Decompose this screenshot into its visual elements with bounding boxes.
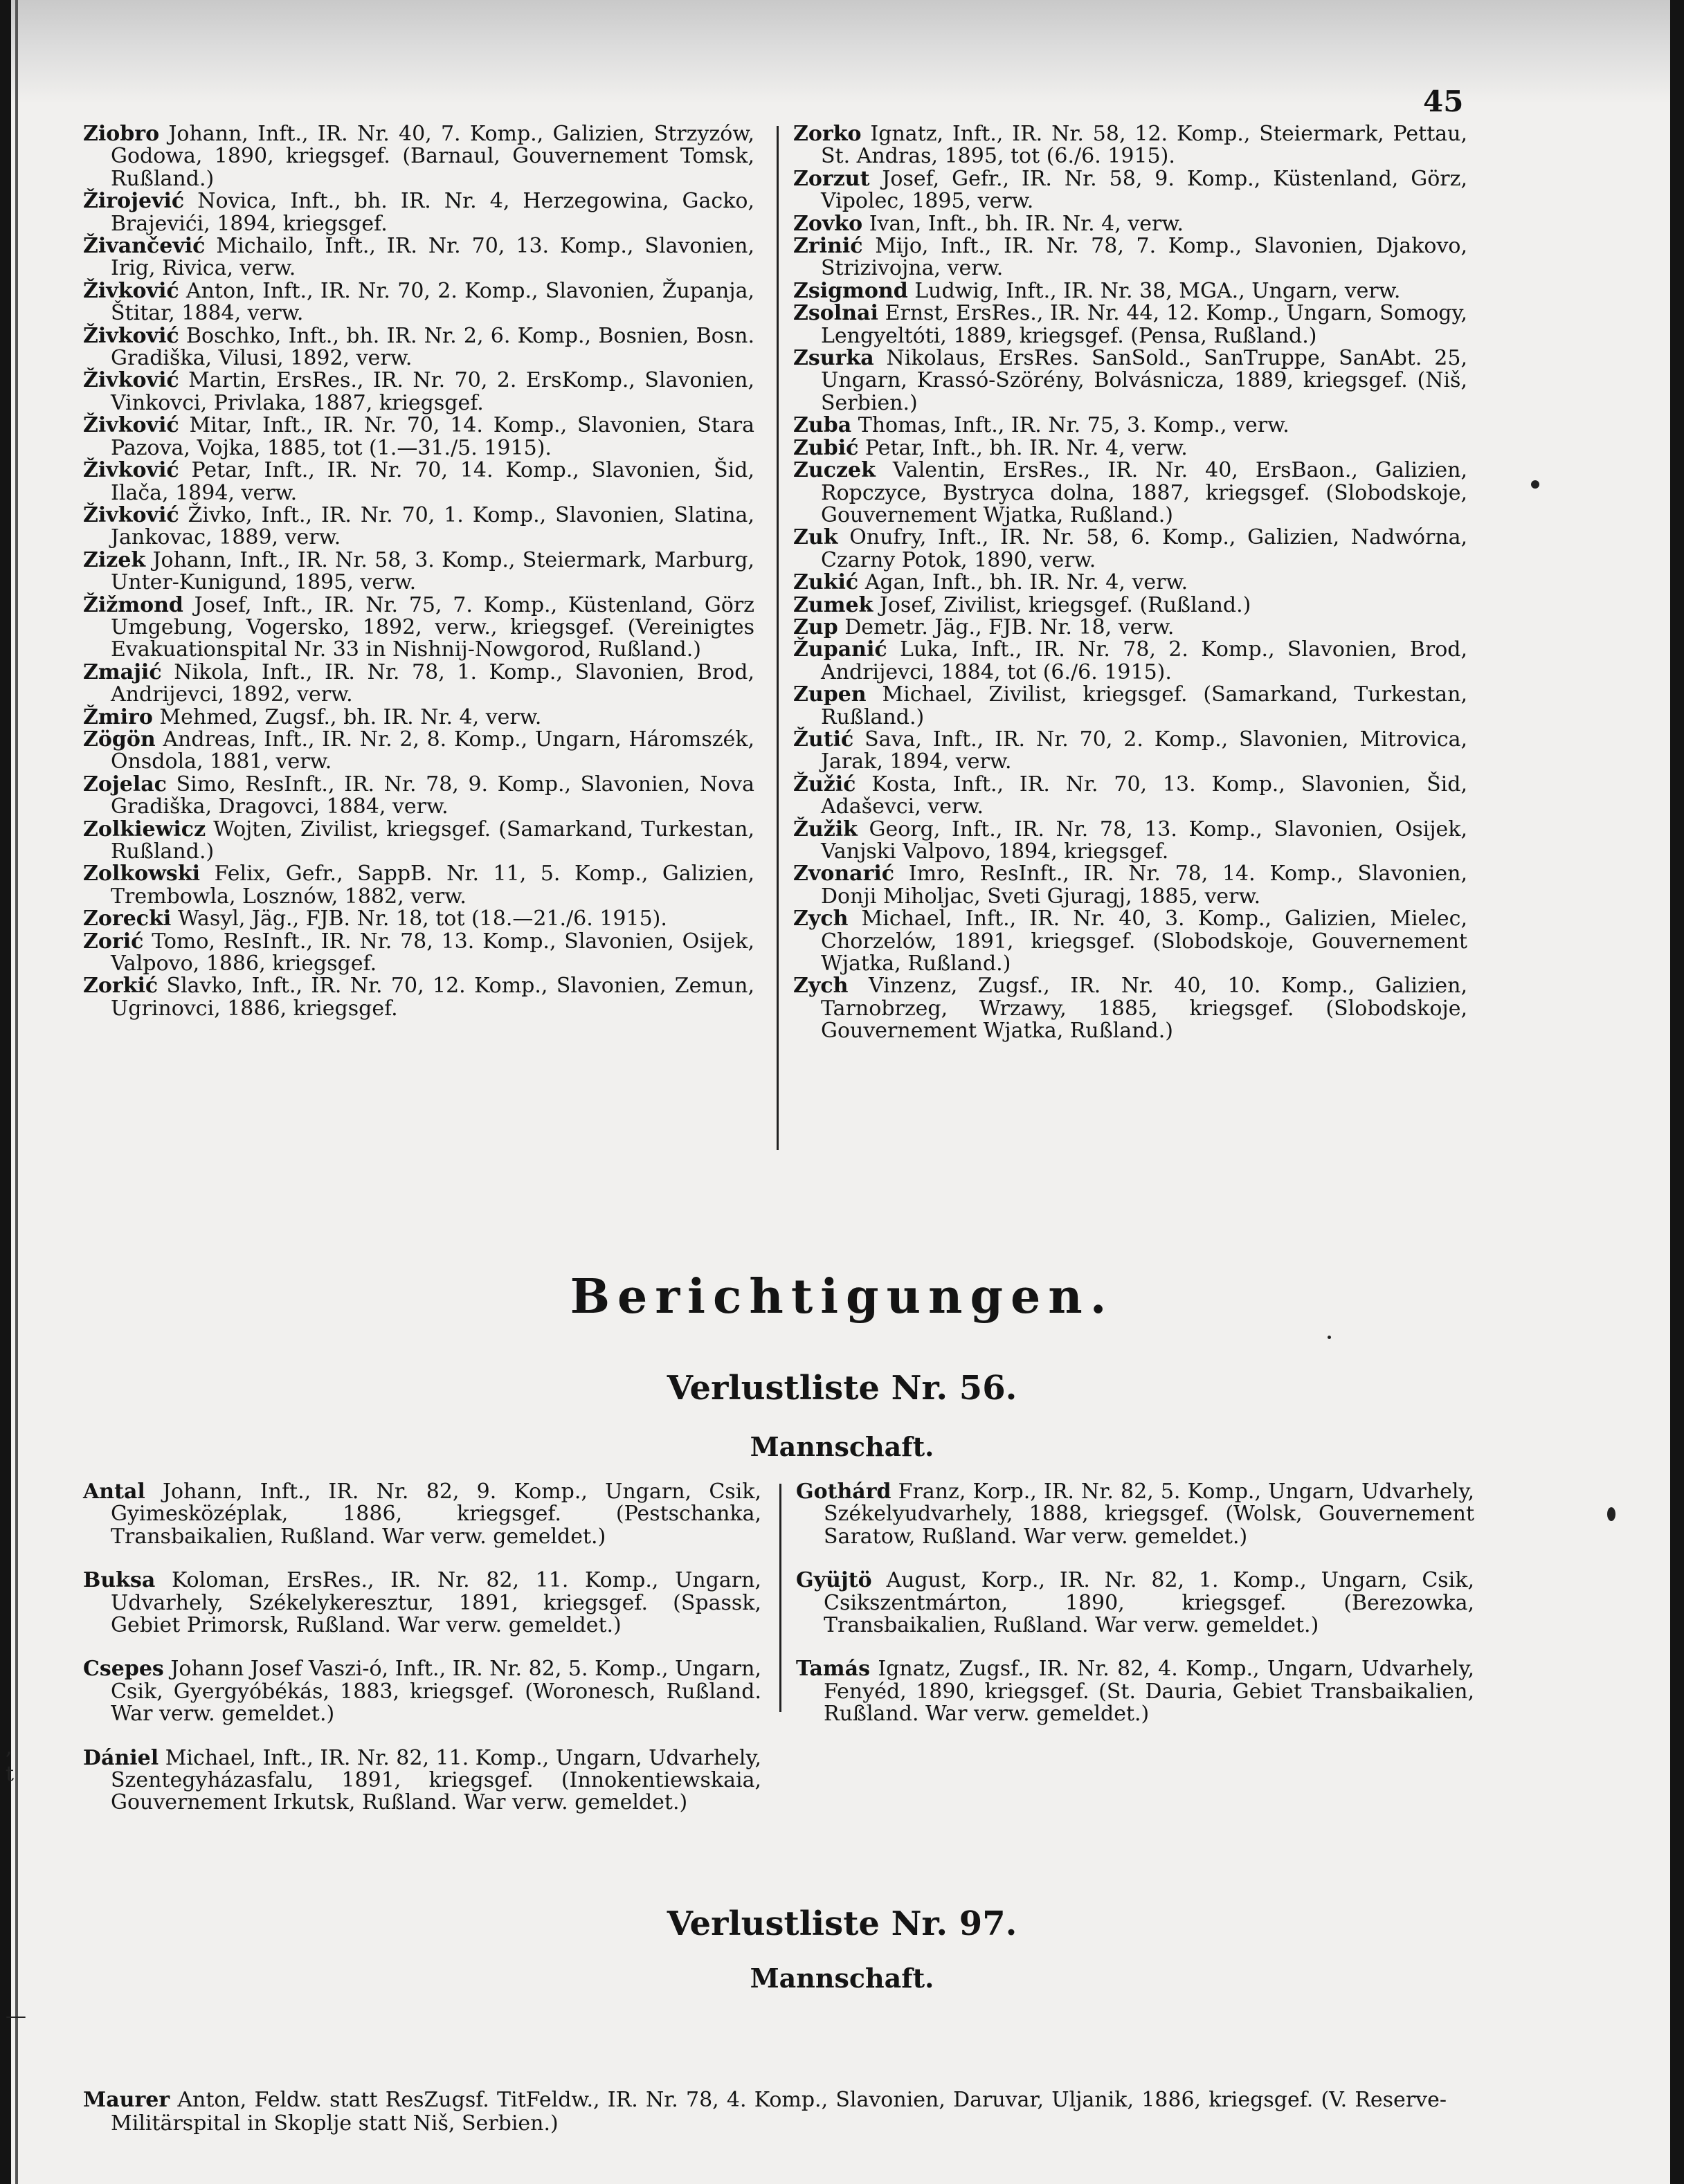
casualty-entry bbox=[83, 235, 754, 280]
entry-name: Živković bbox=[83, 323, 179, 348]
casualty-entry bbox=[793, 437, 1467, 459]
casualty-entry bbox=[793, 684, 1467, 729]
edge-glyph: , bbox=[6, 1736, 12, 1760]
entry-details: Demetr. Jäg., FJB. Nr. 18, verw. bbox=[844, 615, 1175, 639]
list-56-title: Verlustliste Nr. 56. bbox=[667, 1369, 1017, 1408]
entry-name: Zorkić bbox=[83, 974, 159, 999]
casualty-entry bbox=[83, 504, 754, 549]
entry-details: Thomas, Inft., IR. Nr. 75, 3. Komp., verw. bbox=[858, 413, 1289, 438]
entry-name: Zorić bbox=[83, 929, 144, 954]
entry-details: Johann, Inft., IR. Nr. 40, 7. Komp., Galizien, Strzyzów, Godowa, 1890, kriegsgef. (Barnaul, Gouvernement Tomsk, Rußland.) bbox=[111, 122, 754, 191]
entry-name: Županić bbox=[793, 637, 887, 662]
entry-name: Žutić bbox=[793, 727, 854, 752]
entry-details: Mehmed, Zugsf., bh. IR. Nr. 4, verw. bbox=[159, 704, 542, 729]
casualty-entry bbox=[793, 235, 1467, 280]
casualty-entry bbox=[793, 639, 1467, 684]
casualty-entry bbox=[793, 819, 1467, 864]
entry-details: Agan, Inft., bh. IR. Nr. 4, verw. bbox=[864, 570, 1188, 595]
entry-details: Anton, Feldw. statt ResZugsf. TitFeldw., IR. Nr. 78, 4. Komp., Slavonien, Daruvar, Uljanik, 1886, kriegsgef. (V. Reserve-Militärspital in Skoplje statt Niš, Serbien.) bbox=[111, 2088, 1447, 2136]
entry-details: Michael, Zivilist, kriegsgef. (Samarkand, Turkestan, Rußland.) bbox=[821, 682, 1467, 729]
casualty-entry bbox=[83, 370, 754, 415]
casualty-list-left-column bbox=[83, 123, 754, 1020]
entry-name: Živković bbox=[83, 413, 179, 438]
entry-name: Žmiro bbox=[83, 704, 153, 729]
casualty-list-right-column bbox=[793, 123, 1467, 1043]
casualty-entry bbox=[796, 1481, 1474, 1548]
entry-details: Josef, Zivilist, kriegsgef. (Rußland.) bbox=[879, 592, 1251, 617]
entry-name: Zojelac bbox=[83, 772, 167, 797]
entry-name: Zögön bbox=[83, 727, 156, 752]
casualty-entry bbox=[83, 819, 754, 864]
entry-details: Andreas, Inft., IR. Nr. 2, 8. Komp., Ungarn, Háromszék, Onsdola, 1881, verw. bbox=[111, 727, 754, 774]
list-56-section: Mannschaft. bbox=[750, 1431, 934, 1462]
entry-name: Zorecki bbox=[83, 907, 172, 931]
edge-glyph: — bbox=[6, 2004, 26, 2028]
entry-details: Ignatz, Zugsf., IR. Nr. 82, 4. Komp., Ungarn, Udvarhely, Fenyéd, 1890, kriegsgef. (St. Dauria, Gebiet Transbaikalien, Rußland. War verw. gemeldet.) bbox=[824, 1657, 1474, 1727]
entry-details: Franz, Korp., IR. Nr. 82, 5. Komp., Ungarn, Udvarhely, Székelyudvarhely, 1888, kriegsgef. (Wolsk, Gouvernement Saratow, Rußland. War verw. gemeldet.) bbox=[824, 1480, 1474, 1549]
entry-details: Georg, Inft., IR. Nr. 78, 13. Komp., Slavonien, Osijek, Vanjski Valpovo, 1894, kriegsgef. bbox=[821, 817, 1467, 864]
entry-details: Novica, Inft., bh. IR. Nr. 4, Herzegowina, Gacko, Brajevići, 1894, kriegsgef. bbox=[111, 189, 754, 236]
entry-name: Csepes bbox=[83, 1657, 164, 1682]
entry-name: Zsurka bbox=[793, 346, 874, 371]
scan-right-edge bbox=[1670, 0, 1684, 2184]
entry-name: Zych bbox=[793, 907, 849, 931]
entry-details: Ludwig, Inft., IR. Nr. 38, MGA., Ungarn, verw. bbox=[914, 278, 1401, 303]
entry-name: Buksa bbox=[83, 1568, 156, 1593]
casualty-entry bbox=[796, 1658, 1474, 1725]
casualty-entry bbox=[793, 594, 1467, 617]
edge-glyph: t bbox=[6, 1762, 15, 1786]
casualty-entry bbox=[793, 774, 1467, 819]
casualty-entry bbox=[83, 729, 754, 774]
entry-details: Boschko, Inft., bh. IR. Nr. 2, 6. Komp., Bosnien, Bosn. Gradiška, Vilusi, 1892, verw. bbox=[111, 323, 754, 371]
entry-name: Živković bbox=[83, 502, 179, 527]
entry-name: Živančević bbox=[83, 234, 206, 259]
entry-name: Žižmond bbox=[83, 592, 183, 617]
entry-name: Zubić bbox=[793, 435, 859, 460]
entry-details: Mijo, Inft., IR. Nr. 78, 7. Komp., Slavonien, Djakovo, Strizivojna, verw. bbox=[821, 234, 1467, 281]
entry-details: Michailo, Inft., IR. Nr. 70, 13. Komp., Slavonien, Irig, Rivica, verw. bbox=[111, 234, 754, 281]
casualty-entry bbox=[83, 594, 754, 662]
entry-details: August, Korp., IR. Nr. 82, 1. Komp., Ungarn, Csik, Csikszentmárton, 1890, kriegsgef. (Berezowka, Transbaikalien, Rußland. War verw. gemeldet.) bbox=[824, 1568, 1474, 1638]
casualty-entry bbox=[796, 1569, 1474, 1637]
list-97-title: Verlustliste Nr. 97. bbox=[667, 1904, 1017, 1943]
entry-name: Zolkiewicz bbox=[83, 817, 206, 841]
entry-name: Tamás bbox=[796, 1657, 870, 1682]
entry-details: Michael, Inft., IR. Nr. 82, 11. Komp., Ungarn, Udvarhely, Szentegyházasfalu, 1891, kriegsgef. (Innokentiewskaia, Gouvernement Irkutsk, Rußland. War verw. gemeldet.) bbox=[111, 1745, 761, 1815]
casualty-entry bbox=[83, 190, 754, 235]
entry-name: Zuczek bbox=[793, 458, 876, 483]
speck bbox=[1531, 480, 1539, 489]
entry-details: Koloman, ErsRes., IR. Nr. 82, 11. Komp., Ungarn, Udvarhely, Székelykeresztur, 1891, kriegsgef. (Spassk, Gebiet Primorsk, Rußland. War verw. gemeldet.) bbox=[111, 1568, 761, 1638]
entry-details: Imro, ResInft., IR. Nr. 78, 14. Komp., Slavonien, Donji Miholjac, Sveti Gjuragj, 1885, verw. bbox=[821, 862, 1467, 909]
entry-details: Živko, Inft., IR. Nr. 70, 1. Komp., Slavonien, Slatina, Jankovac, 1889, verw. bbox=[111, 502, 754, 550]
casualty-entry bbox=[83, 280, 754, 325]
entry-name: Zup bbox=[793, 615, 838, 639]
entry-name: Zupen bbox=[793, 682, 867, 707]
entry-details: Johann, Inft., IR. Nr. 82, 9. Komp., Ungarn, Csik, Gyimesközéplak, 1886, kriegsgef. (Pestschanka, Transbaikalien, Rußland. War verw. gemeldet.) bbox=[111, 1480, 761, 1549]
casualty-entry bbox=[793, 123, 1467, 168]
entry-name: Maurer bbox=[83, 2088, 170, 2112]
entry-details: Johann, Inft., IR. Nr. 58, 3. Komp., Steiermark, Marburg, Unter-Kunigund, 1895, verw. bbox=[111, 547, 754, 595]
entry-details: Slavko, Inft., IR. Nr. 70, 12. Komp., Slavonien, Zemun, Ugrinovci, 1886, kriegsgef. bbox=[111, 974, 754, 1021]
entry-name: Zukić bbox=[793, 570, 859, 595]
casualty-entry bbox=[83, 863, 754, 908]
entry-name: Antal bbox=[83, 1480, 145, 1504]
entry-details: Martin, ErsRes., IR. Nr. 70, 2. ErsKomp., Slavonien, Vinkovci, Privlaka, 1887, kriegsgef. bbox=[111, 368, 754, 415]
casualty-entry bbox=[83, 1481, 761, 1548]
corrections-heading: Berichtigungen. bbox=[570, 1269, 1114, 1325]
casualty-entry bbox=[793, 415, 1467, 437]
page-number: 45 bbox=[1423, 84, 1464, 118]
casualty-entry bbox=[793, 280, 1467, 302]
entry-name: Zuk bbox=[793, 525, 838, 550]
entry-name: Zorzut bbox=[793, 166, 870, 191]
entry-details: Josef, Gefr., IR. Nr. 58, 9. Komp., Küstenland, Görz, Vipolec, 1895, verw. bbox=[821, 166, 1467, 214]
entry-name: Zolkowski bbox=[83, 862, 200, 886]
entry-name: Zumek bbox=[793, 592, 873, 617]
entry-details: Petar, Inft., IR. Nr. 70, 14. Komp., Slavonien, Šid, Ilača, 1894, verw. bbox=[111, 458, 754, 505]
entry-details: Valentin, ErsRes., IR. Nr. 40, ErsBaon., Galizien, Ropczyce, Bystryca dolna, 1887, kriegsgef. (Slobodskoje, Gouvernement Wjatka, Rußland.) bbox=[821, 458, 1467, 527]
entry-details: Anton, Inft., IR. Nr. 70, 2. Komp., Slavonien, Županja, Štitar, 1884, verw. bbox=[111, 278, 754, 326]
entry-name: Zvonarić bbox=[793, 862, 895, 886]
casualty-entry bbox=[83, 325, 754, 370]
entry-details: Ignatz, Inft., IR. Nr. 58, 12. Komp., Steiermark, Pettau, St. Andras, 1895, tot (6./6. 1915). bbox=[821, 122, 1467, 169]
casualty-entry bbox=[793, 168, 1467, 213]
entry-name: Zrinić bbox=[793, 234, 863, 259]
casualty-entry bbox=[83, 931, 754, 976]
entry-name: Žužić bbox=[793, 772, 856, 797]
entry-name: Ziobro bbox=[83, 122, 160, 146]
entry-name: Dániel bbox=[83, 1745, 159, 1770]
entry-details: Tomo, ResInft., IR. Nr. 78, 13. Komp., Slavonien, Osijek, Valpovo, 1886, kriegsgef. bbox=[111, 929, 754, 976]
casualty-entry bbox=[83, 774, 754, 819]
entry-name: Zych bbox=[793, 974, 849, 999]
entry-details: Petar, Inft., bh. IR. Nr. 4, verw. bbox=[864, 435, 1188, 460]
entry-name: Gothárd bbox=[796, 1480, 891, 1504]
list-56-right-column bbox=[796, 1481, 1474, 1747]
entry-details: Michael, Inft., IR. Nr. 40, 3. Komp., Galizien, Mielec, Chorzelów, 1891, kriegsgef. (Slobodskoje, Gouvernement Wjatka, Rußland.) bbox=[821, 907, 1467, 976]
list-97-section: Mannschaft. bbox=[750, 1963, 934, 1994]
entry-details: Mitar, Inft., IR. Nr. 70, 14. Komp., Slavonien, Stara Pazova, Vojka, 1885, tot (1.—31./5. 1915). bbox=[111, 413, 754, 460]
casualty-entry bbox=[83, 1658, 761, 1725]
entry-details: Vinzenz, Zugsf., IR. Nr. 40, 10. Komp., Galizien, Tarnobrzeg, Wrzawy, 1885, kriegsgef. (Slobodskoje, Gouvernement Wjatka, Rußland.) bbox=[821, 974, 1467, 1044]
casualty-entry bbox=[793, 572, 1467, 594]
speck bbox=[1328, 1336, 1331, 1339]
entry-name: Zmajić bbox=[83, 659, 162, 684]
entry-name: Zizek bbox=[83, 547, 146, 572]
entry-details: Luka, Inft., IR. Nr. 78, 2. Komp., Slavonien, Brod, Andrijevci, 1884, tot (6./6. 1915). bbox=[821, 637, 1467, 684]
casualty-entry bbox=[793, 459, 1467, 527]
entry-name: Živković bbox=[83, 368, 179, 393]
entry-details: Ivan, Inft., bh. IR. Nr. 4, verw. bbox=[869, 211, 1184, 236]
entry-details: Felix, Gefr., SappB. Nr. 11, 5. Komp., Galizien, Trembowla, Losznów, 1882, verw. bbox=[111, 862, 754, 909]
casualty-entry bbox=[83, 659, 754, 707]
casualty-entry bbox=[793, 347, 1467, 415]
entry-details: Nikolaus, ErsRes. SanSold., SanTruppe, SanAbt. 25, Ungarn, Krassó-Szörény, Bolvásnicza, 1889, kriegsgef. (Niš, Serbien.) bbox=[821, 346, 1467, 415]
entry-name: Zovko bbox=[793, 211, 863, 236]
entry-details: Sava, Inft., IR. Nr. 70, 2. Komp., Slavonien, Mitrovica, Jarak, 1894, verw. bbox=[821, 727, 1467, 774]
list-56-left-column bbox=[83, 1481, 761, 1836]
entry-details: Ernst, ErsRes., IR. Nr. 44, 12. Komp., Ungarn, Somogy, Lengyeltóti, 1889, kriegsgef. (Pensa, Rußland.) bbox=[821, 301, 1467, 348]
scan-left-edge bbox=[0, 0, 11, 2184]
casualty-entry bbox=[83, 704, 754, 729]
casualty-entry bbox=[793, 213, 1467, 235]
casualty-entry bbox=[793, 527, 1467, 572]
entry-name: Žirojević bbox=[83, 189, 185, 214]
casualty-entry bbox=[793, 975, 1467, 1042]
entry-name: Zuba bbox=[793, 413, 852, 438]
casualty-entry bbox=[83, 1747, 761, 1814]
entry-details: Johann Josef Vaszi-ó, Inft., IR. Nr. 82, 5. Komp., Ungarn, Csik, Gyergyóbékás, 1883, kriegsgef. (Woronesch, Rußland. War verw. gemeldet.) bbox=[111, 1657, 761, 1727]
scan-left-edge-line bbox=[15, 0, 18, 2184]
casualty-entry bbox=[83, 908, 754, 930]
entry-name: Zsolnai bbox=[793, 301, 878, 326]
entry-name: Žužik bbox=[793, 817, 858, 841]
casualty-entry bbox=[83, 975, 754, 1020]
entry-details: Nikola, Inft., IR. Nr. 78, 1. Komp., Slavonien, Brod, Andrijevci, 1892, verw. bbox=[111, 659, 754, 707]
entry-name: Živković bbox=[83, 458, 179, 483]
casualty-entry bbox=[793, 729, 1467, 774]
casualty-entry bbox=[83, 549, 754, 594]
casualty-entry bbox=[83, 123, 754, 190]
entry-name: Zorko bbox=[793, 122, 862, 146]
casualty-entry bbox=[793, 863, 1467, 908]
entry-details: Kosta, Inft., IR. Nr. 70, 13. Komp., Slavonien, Šid, Adaševci, verw. bbox=[821, 772, 1467, 819]
speck bbox=[1607, 1507, 1615, 1521]
casualty-entry bbox=[793, 302, 1467, 347]
column-divider bbox=[779, 1484, 781, 1712]
casualty-entry bbox=[83, 1569, 761, 1637]
casualty-entry bbox=[793, 908, 1467, 975]
entry-details: Josef, Inft., IR. Nr. 75, 7. Komp., Küstenland, Görz Umgebung, Vogersko, 1892, verw., kriegsgef. (Vereinigtes Evakuationspital Nr. 33 in Nishnij-Nowgorod, Rußland.) bbox=[111, 592, 754, 662]
entry-name: Zsigmond bbox=[793, 278, 908, 303]
casualty-entry bbox=[83, 459, 754, 504]
casualty-entry bbox=[83, 415, 754, 459]
entry-details: Onufry, Inft., IR. Nr. 58, 6. Komp., Galizien, Nadwórna, Czarny Potok, 1890, verw. bbox=[821, 525, 1467, 572]
entry-name: Gyüjtö bbox=[796, 1568, 872, 1593]
column-divider bbox=[777, 126, 779, 1150]
entry-details: Simo, ResInft., IR. Nr. 78, 9. Komp., Slavonien, Nova Gradiška, Dragovci, 1884, verw. bbox=[111, 772, 754, 819]
casualty-entry bbox=[793, 617, 1467, 639]
entry-name: Živković bbox=[83, 278, 179, 303]
entry-details: Wasyl, Jäg., FJB. Nr. 18, tot (18.—21./6. 1915). bbox=[177, 907, 667, 931]
entry-details: Wojten, Zivilist, kriegsgef. (Samarkand, Turkestan, Rußland.) bbox=[111, 817, 754, 864]
list-97-entry bbox=[83, 2089, 1447, 2136]
